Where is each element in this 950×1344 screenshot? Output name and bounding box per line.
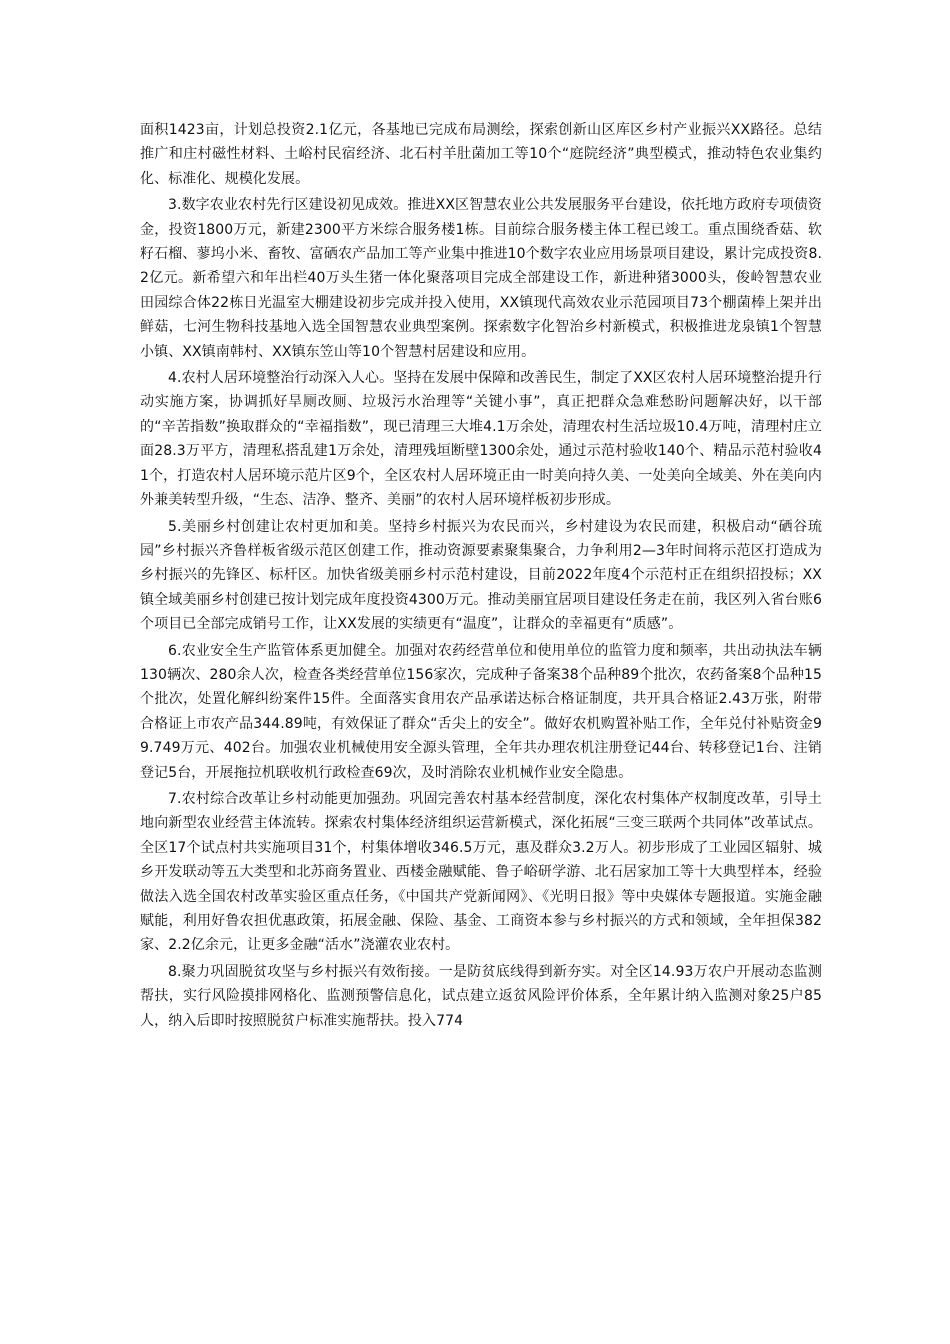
paragraph-poverty-alleviation: 8.聚力巩固脱贫攻坚与乡村振兴有效衔接。一是防贫底线得到新夯实。对全区14.93万农户开展动态监测帮扶，实行风险摸排网格化、监测预警信息化，试点建立返贫风险评价体系，全年累计纳入监测对象25户85人，纳入后即时按照脱贫户标准实施帮扶。投入774 [140,963,822,1029]
paragraph-rural-reform: 7.农村综合改革让乡村动能更加强劲。巩固完善农村基本经营制度，深化农村集体产权制度改革，引导土地向新型农业经营主体流转。探索农村集体经济组织运营新模式，深化拓展“三变三联两个共同体”改革试点。全区17个试点村共实施项目31个，村集体增收346.5万元，惠及群众3.2万人。初步形成了工业园区辐射、城乡开发联动等五大类型和北苏商务置业、西楼金融赋能、鲁子峪研学游、北石居家加工等十大典型样本，经验做法入选全国农村改革实验区重点任务，《中国共产党新闻网》、《光明日报》等中央媒体专题报道。实施金融赋能，利用好鲁农担优惠政策，拓展金融、保险、基金、工商资本参与乡村振兴的方式和领域，全年担保382家、2.2亿余元，让更多金融“活水”浇灌农业农村。 [140,790,822,954]
paragraph-living-environment: 4.农村人居环境整治行动深入人心。坚持在发展中保障和改善民生，制定了XX区农村人居环境整治提升行动实施方案，协调抓好旱厕改厕、垃圾污水治理等“关键小事”，真正把群众急难愁盼问题解决好，以干部的“辛苦指数”换取群众的“幸福指数”，现已清理三大堆4.1万余处，清理农村生活垃圾10.4万吨，清理村庄立面28.3万平方，清理私搭乱建1万余处，清理残垣断壁1300余处，通过示范村验收140个、精品示范村验收41个，打造农村人居环境示范片区9个，全区农村人居环境正由一时美向持久美、一处美向全域美、外在美向内外兼美转型升级，“生态、洁净、整齐、美丽”的农村人居环境样板初步形成。 [140,370,822,509]
paragraph-digital-agriculture: 3.数字农业农村先行区建设初见成效。推进XX区智慧农业公共发展服务平台建设，依托地方政府专项债资金，投资1800万元，新建2300平方米综合服务楼1栋。目前综合服务楼主体工程已竣工。重点围绕香菇、软籽石榴、蓼坞小米、畜牧、富硒农产品加工等产业集中推进10个数字农业应用场景项目建设，累计完成投资8.2亿元。新希望六和年出栏40万头生猪一体化聚落项目完成全部建设工作，新进种猪3000头，俊岭智慧农业田园综合体22栋日光温室大棚建设初步完成并投入使用，XX镇现代高效农业示范园项目73个棚菌棒上架并出鲜菇，七河生物科技基地入选全国智慧农业典型案例。探索数字化智治乡村新模式，积极推进龙泉镇1个智慧小镇、XX镇南韩村、XX镇东笠山等10个智慧村居建设和应用。 [140,197,822,360]
paragraph-continuation: 面积1423亩，计划总投资2.1亿元，各基地已完成布局测绘，探索创新山区库区乡村产业振兴XX路径。总结推广和庄村磁性材料、土峪村民宿经济、北石村羊肚菌加工等10个“庭院经济”典型模式，推动特色农业集约化、标准化、规模化发展。 [140,122,822,187]
paragraph-agricultural-safety: 6.农业安全生产监管体系更加健全。加强对农药经营单位和使用单位的监管力度和频率，共出动执法车辆130辆次、280余人次，检查各类经营单位156家次，完成种子备案38个品种89个批次，农药备案8个品种15个批次，处置化解纠纷案件15件。全面落实食用农产品承诺达标合格证制度，共开具合格证2.43万张，附带合格证上市农产品344.89吨，有效保证了群众“舌尖上的安全”。做好农机购置补贴工作，全年兑付补贴资金99.749万元、402台。加强农业机械使用安全源头管理，全年共办理农机注册登记44台、转移登记1台、注销登记5台，开展拖拉机联收机行政检查69次，及时消除农业机械作业安全隐患。 [140,642,822,781]
document-page [140,118,822,1035]
paragraph-beautiful-village: 5.美丽乡村创建让农村更加和美。坚持乡村振兴为农民而兴，乡村建设为农民而建，积极启动“硒谷琉园”乡村振兴齐鲁样板省级示范区创建工作，推动资源要素聚集聚合，力争利用2—3年时间将示范区打造成为乡村振兴的先锋区、标杆区。加快省级美丽乡村示范村建设，目前2022年度4个示范村正在组织招投标；XX镇全域美丽乡村创建已按计划完成年度投资4300万元。推动美丽宜居项目建设任务走在前，我区列入省台账6个项目已全部完成销号工作，让XX发展的实绩更有“温度”，让群众的幸福更有“质感”。 [140,518,822,633]
